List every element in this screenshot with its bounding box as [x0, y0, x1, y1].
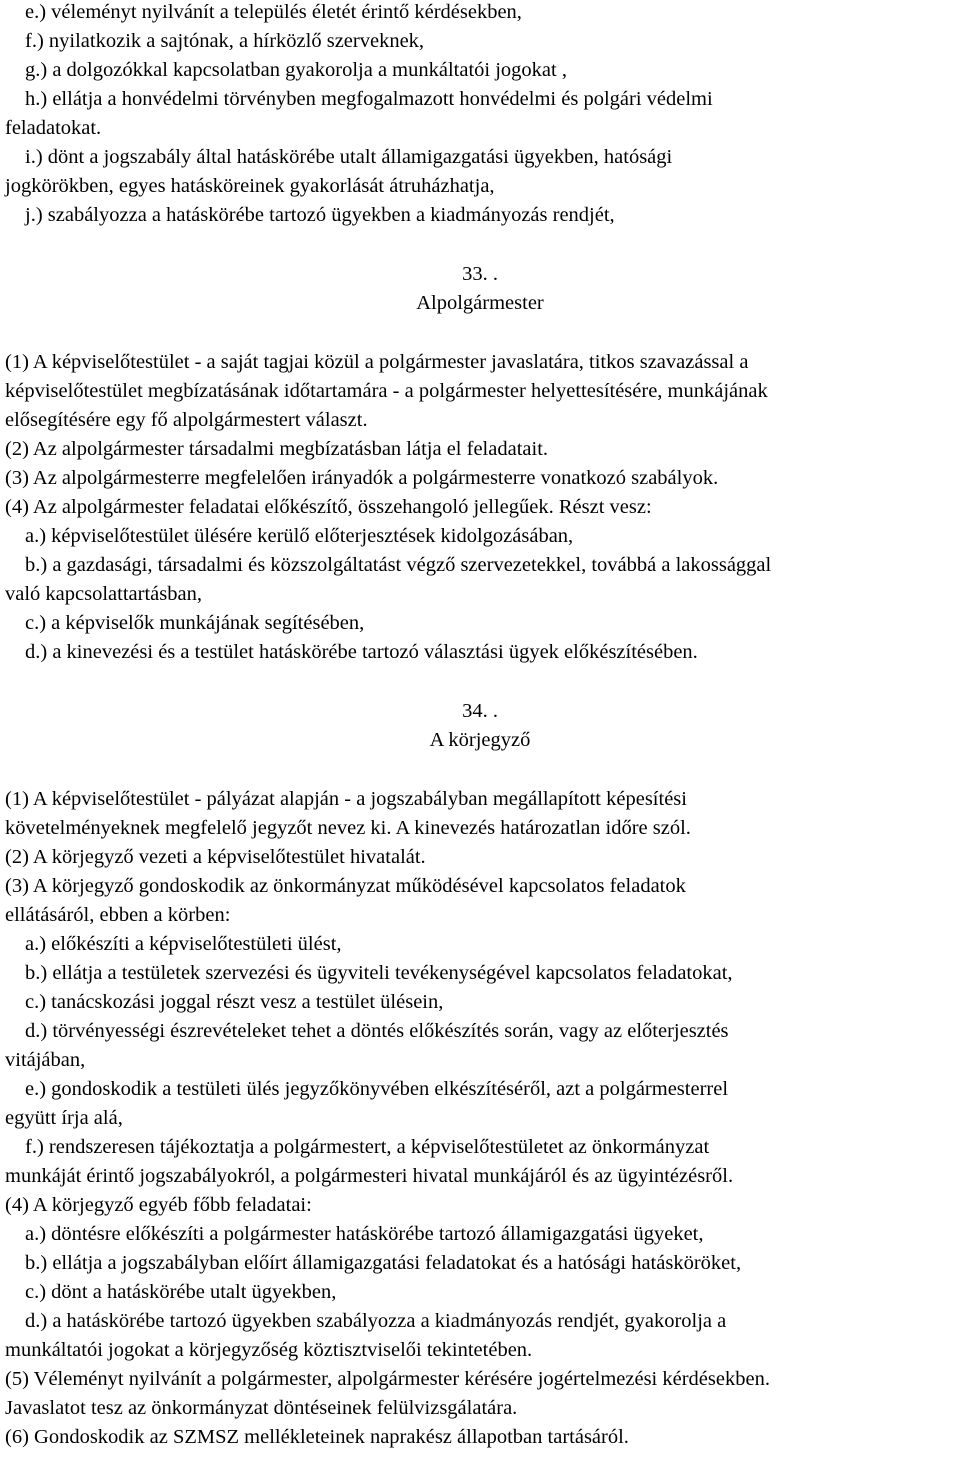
- section-34-para-3-line2: ellátásáról, ebben a körben:: [5, 904, 231, 926]
- section-34-para-3-item-e-line2: együtt írja alá,: [5, 1107, 123, 1129]
- section-34-para-4-item-c: c.) dönt a hatáskörébe utalt ügyekben,: [25, 1281, 337, 1303]
- section-34-para-3-item-e-line1: e.) gondoskodik a testületi ülés jegyzőkönyvében elkészítéséről, azt a polgármesterrel: [25, 1078, 729, 1100]
- section-33-item-a: a.) képviselőtestület ülésére kerülő előterjesztések kidolgozásában,: [25, 525, 574, 547]
- section-34-para-5-line1: (5) Véleményt nyilvánít a polgármester, alpolgármester kérésére jogértelmezési kérdésekben.: [5, 1368, 770, 1390]
- section-34-para-6: (6) Gondoskodik az SZMSZ mellékleteinek naprakész állapotban tartásáról.: [5, 1426, 629, 1448]
- section-34-para-4-item-a: a.) döntésre előkészíti a polgármester hatáskörébe tartozó államigazgatási ügyeket,: [25, 1223, 704, 1245]
- section-33-item-b-line2: való kapcsolattartásban,: [5, 583, 202, 605]
- section-33-para-1-line1: (1) A képviselőtestület - a saját tagjai közül a polgármester javaslatára, titkos szavazással a: [5, 351, 749, 373]
- section-33-item-b-line1: b.) a gazdasági, társadalmi és közszolgáltatást végző szervezetekkel, továbbá a lakossággal: [25, 554, 772, 576]
- list-item-j: j.) szabályozza a hatáskörébe tartozó ügyekben a kiadmányozás rendjét,: [25, 204, 615, 226]
- section-34-para-3-item-f-line2: munkáját érintő jogszabályokról, a polgármesteri hivatal munkájáról és az ügyintézésről.: [5, 1165, 734, 1187]
- section-34-para-3-item-b: b.) ellátja a testületek szervezési és ügyviteli tevékenységével kapcsolatos feladatokat,: [25, 962, 733, 984]
- section-34-para-3-item-d-line1: d.) törvényességi észrevételeket tehet a döntés előkészítés során, vagy az előterjesztés: [25, 1020, 729, 1042]
- list-item-g: g.) a dolgozókkal kapcsolatban gyakorolja a munkáltatói jogokat ,: [25, 59, 567, 81]
- section-34-para-4-item-d-line2: munkáltatói jogokat a körjegyzőség köztisztviselői tekintetében.: [5, 1339, 533, 1361]
- list-item-i-line1: i.) dönt a jogszabály által hatáskörébe utalt államigazgatási ügyekben, hatósági: [25, 146, 673, 168]
- section-34-para-1-line2: követelményeknek megfelelő jegyzőt nevez ki. A kinevezés határozatlan időre szól.: [5, 817, 691, 839]
- section-34-para-1-line1: (1) A képviselőtestület - pályázat alapján - a jogszabályban megállapított képesítési: [5, 788, 687, 810]
- section-34-para-3-line1: (3) A körjegyző gondoskodik az önkormányzat működésével kapcsolatos feladatok: [5, 875, 686, 897]
- section-34-para-4-item-d-line1: d.) a hatáskörébe tartozó ügyekben szabályozza a kiadmányozás rendjét, gyakorolja a: [25, 1310, 727, 1332]
- section-33-para-2: (2) Az alpolgármester társadalmi megbízatásban látja el feladatait.: [5, 438, 549, 460]
- section-34-para-4: (4) A körjegyző egyéb főbb feladatai:: [5, 1194, 312, 1216]
- section-34-para-3-item-a: a.) előkészíti a képviselőtestületi ülést,: [25, 933, 342, 955]
- section-33-number: 33. .: [462, 263, 498, 285]
- section-34-number: 34. .: [462, 700, 498, 722]
- section-33-para-1-line2: képviselőtestület megbízatásának időtartamára - a polgármester helyettesítésére, munkájának: [5, 380, 768, 402]
- list-item-h-line1: h.) ellátja a honvédelmi törvényben megfogalmazott honvédelmi és polgári védelmi: [25, 88, 713, 110]
- section-34-title: A körjegyző: [429, 729, 531, 751]
- section-33-item-c: c.) a képviselők munkájának segítésében,: [25, 612, 365, 634]
- section-34-para-5-line2: Javaslatot tesz az önkormányzat döntéseinek felülvizsgálatára.: [5, 1397, 518, 1419]
- list-item-h-line2: feladatokat.: [5, 117, 102, 139]
- section-33-para-3: (3) Az alpolgármesterre megfelelően irányadók a polgármesterre vonatkozó szabályok.: [5, 467, 719, 489]
- section-34-para-4-item-b: b.) ellátja a jogszabályban előírt államigazgatási feladatokat és a hatósági hatásköröket,: [25, 1252, 742, 1274]
- list-item-e: e.) véleményt nyilvánít a település életét érintő kérdésekben,: [25, 1, 522, 23]
- list-item-f: f.) nyilatkozik a sajtónak, a hírközlő szerveknek,: [25, 30, 425, 52]
- section-33-para-1-line3: elősegítésére egy fő alpolgármestert választ.: [5, 409, 368, 431]
- section-33-para-4: (4) Az alpolgármester feladatai előkészítő, összehangoló jellegűek. Részt vesz:: [5, 496, 652, 518]
- section-33-item-d: d.) a kinevezési és a testület hatáskörébe tartozó választási ügyek előkészítésében.: [25, 641, 698, 663]
- section-34-para-3-item-d-line2: vitájában,: [5, 1049, 86, 1071]
- section-34-para-2: (2) A körjegyző vezeti a képviselőtestület hivatalát.: [5, 846, 426, 868]
- section-34-para-3-item-f-line1: f.) rendszeresen tájékoztatja a polgármestert, a képviselőtestületet az önkormányzat: [25, 1136, 710, 1158]
- section-33-title: Alpolgármester: [416, 292, 544, 314]
- list-item-i-line2: jogkörökben, egyes hatásköreinek gyakorlását átruházhatja,: [5, 175, 495, 197]
- section-34-para-3-item-c: c.) tanácskozási joggal részt vesz a testület ülésein,: [25, 991, 444, 1013]
